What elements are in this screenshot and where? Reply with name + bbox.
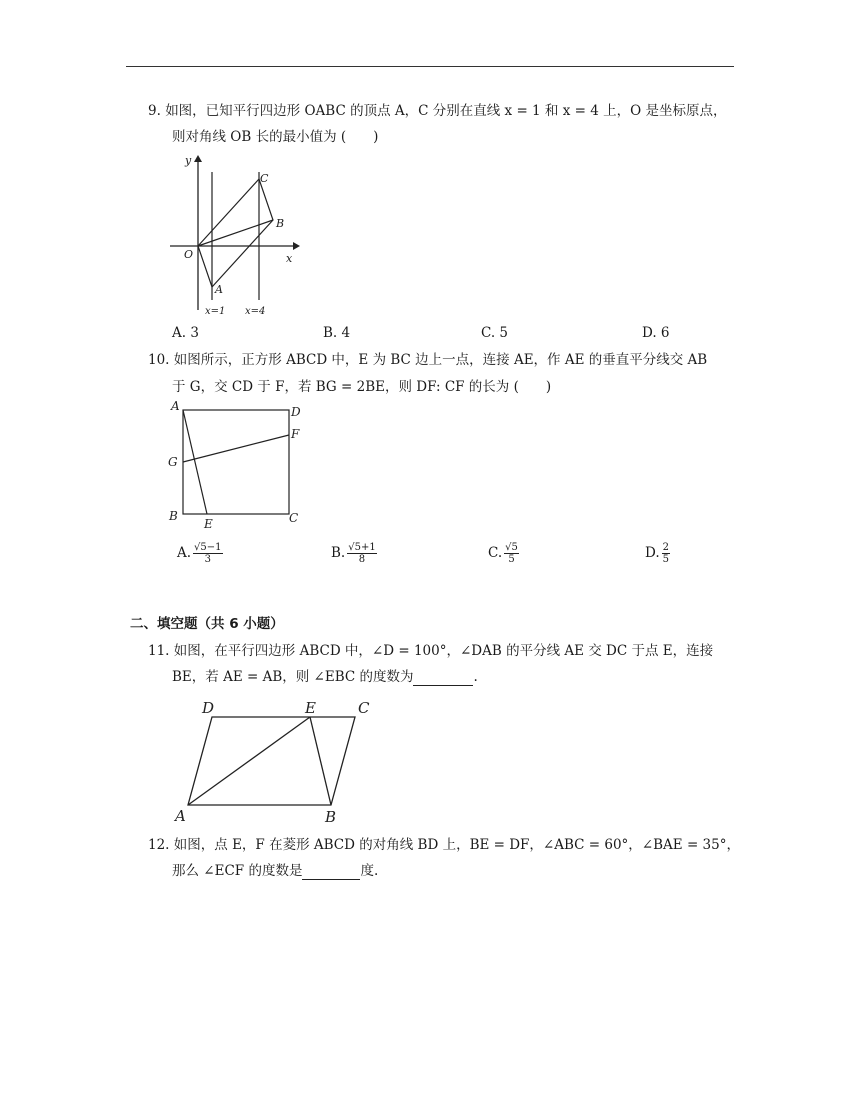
q12-text-line1 xyxy=(148,836,740,854)
q10-option-a-label: A. xyxy=(177,545,192,561)
q11-line1: 如图，在平行四边形 ABCD 中，∠D = 100°，∠DAB 的平分线 AE 交 DC 于点 E，连接 xyxy=(173,643,714,659)
q10-option-c[interactable] xyxy=(488,542,519,565)
q11-text-line2 xyxy=(172,668,478,686)
q9-number: 9. xyxy=(148,103,161,119)
q10-option-a-num: √5−1 xyxy=(194,542,222,553)
q11-line2-end: . xyxy=(473,669,478,685)
q10-option-d-den: 5 xyxy=(662,554,670,565)
q10-option-c-den: 5 xyxy=(508,554,515,565)
q10-text-line1 xyxy=(148,351,707,369)
q10-option-b-num: √5+1 xyxy=(348,542,376,553)
q11-label-c: C xyxy=(358,699,370,717)
q9-label-c: C xyxy=(260,172,269,185)
q10-option-d-num: 2 xyxy=(662,542,670,553)
q11-answer-blank[interactable] xyxy=(413,670,473,686)
q10-option-a[interactable] xyxy=(177,542,223,565)
q10-label-e: E xyxy=(204,517,213,531)
q10-number: 10. xyxy=(148,352,170,368)
q12-number: 12. xyxy=(148,837,170,853)
q10-option-b-den: 8 xyxy=(358,554,366,565)
q10-option-b-label: B. xyxy=(331,545,346,561)
header-rule xyxy=(126,66,734,67)
q10-option-c-num: √5 xyxy=(505,542,518,553)
q11-figure xyxy=(170,695,385,825)
q10-option-d-fraction xyxy=(662,542,670,565)
q9-label-a: A xyxy=(215,283,223,296)
q10-label-f: F xyxy=(291,427,300,441)
q10-option-b-fraction xyxy=(347,542,376,565)
q9-option-d[interactable]: D. 6 xyxy=(642,325,670,341)
q10-option-c-fraction xyxy=(504,542,519,565)
q9-option-a[interactable]: A. 3 xyxy=(172,325,199,341)
q9-label-o: O xyxy=(184,248,194,261)
q11-line2: BE，若 AE = AB，则 ∠EBC 的度数为 xyxy=(172,669,414,685)
q9-label-x1: x=1 xyxy=(205,306,226,317)
q9-text-line2: 则对角线 OB 长的最小值为 ( ) xyxy=(172,129,379,145)
q11-number: 11. xyxy=(148,643,170,659)
q11-label-b: B xyxy=(325,808,337,825)
q9-text-line1 xyxy=(148,102,726,120)
q10-option-a-den: 3 xyxy=(204,554,211,565)
q9-label-x4: x=4 xyxy=(245,306,266,317)
q11-label-e: E xyxy=(305,699,316,717)
q10-label-d: D xyxy=(291,405,301,419)
q10-option-d[interactable] xyxy=(645,542,670,565)
q9-label-b: B xyxy=(276,217,285,230)
q12-answer-blank[interactable] xyxy=(302,864,360,880)
q9-option-c[interactable]: C. 5 xyxy=(481,325,509,341)
q10-option-b[interactable] xyxy=(331,542,377,565)
q10-label-g: G xyxy=(168,455,178,469)
q11-text-line1 xyxy=(148,642,713,660)
q12-line1: 如图，点 E，F 在菱形 ABCD 的对角线 BD 上，BE = DF，∠ABC = 60°，∠BAE = 35°， xyxy=(173,837,740,853)
q10-label-c: C xyxy=(289,511,299,525)
q10-figure xyxy=(165,398,310,533)
q10-label-a: A xyxy=(171,399,180,413)
q10-label-b: B xyxy=(169,509,178,523)
q10-line1: 如图所示，正方形 ABCD 中，E 为 BC 边上一点，连接 AE，作 AE 的垂直平分线交 AB xyxy=(173,352,708,368)
q12-line2-end: 度. xyxy=(360,863,379,879)
q9-label-x: x xyxy=(286,252,293,265)
q12-text-line2 xyxy=(172,862,378,880)
q9-line1: 如图，已知平行四边形 OABC 的顶点 A，C 分别在直线 x = 1 和 x = 4 上，O 是坐标原点， xyxy=(165,103,727,119)
q9-option-b[interactable]: B. 4 xyxy=(323,325,351,341)
q10-option-c-label: C. xyxy=(488,545,503,561)
q10-option-a-fraction xyxy=(193,542,222,565)
q10-text-line2: 于 G，交 CD 于 F，若 BG = 2BE，则 DF: CF 的长为 ( ) xyxy=(172,379,552,395)
section-title: 二、填空题（共 6 小题） xyxy=(130,616,284,632)
q11-label-d: D xyxy=(202,699,215,717)
q11-label-a: A xyxy=(175,807,186,825)
q10-option-d-label: D. xyxy=(645,545,660,561)
q12-line2: 那么 ∠ECF 的度数是 xyxy=(172,863,303,879)
q9-label-y: y xyxy=(185,154,192,167)
q9-figure xyxy=(165,150,305,320)
